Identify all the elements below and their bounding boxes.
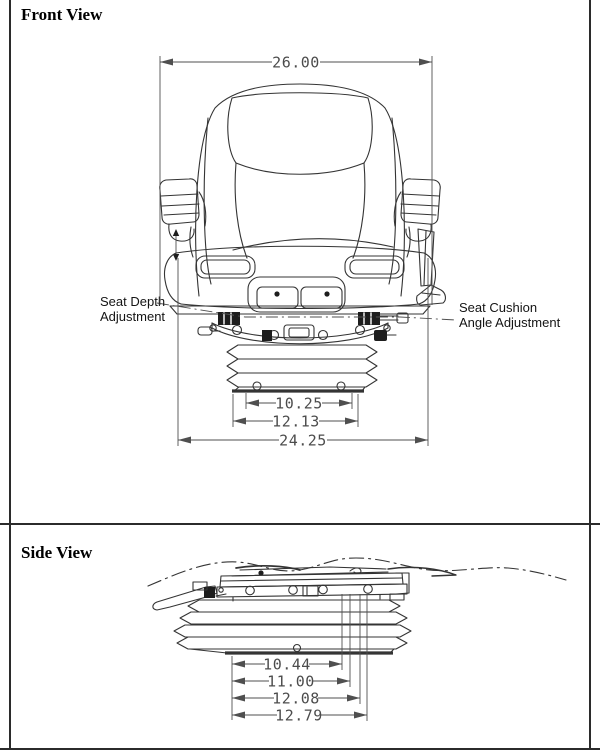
armrest-left	[160, 179, 206, 257]
dimension-side-4	[232, 707, 367, 725]
seat-cushion-label-line1: Seat Cushion	[459, 300, 538, 315]
dim-inner-base-label: 10.25	[275, 394, 323, 413]
dim-overall-width-label: 26.00	[272, 53, 320, 72]
seat-depth-label-line2: Adjustment	[100, 309, 166, 324]
side-dimensions	[232, 594, 367, 725]
dim-overall-base-label: 24.25	[279, 431, 327, 450]
side-view-drawing	[0, 524, 600, 756]
dim-side-3-label: 12.08	[272, 689, 320, 708]
dim-side-2-label: 11.00	[267, 672, 315, 691]
break-line	[148, 558, 566, 586]
dimension-outer-base	[233, 413, 358, 431]
page-border-bottom	[0, 748, 600, 750]
seat-pan	[170, 306, 430, 314]
dim-side-1-label: 10.44	[263, 655, 311, 674]
page-border-left	[9, 0, 11, 750]
armrest-adjust-arrow	[173, 229, 179, 261]
seat-depth-label-line1: Seat Depth	[100, 294, 166, 309]
seat-cushion-label-line2: Angle Adjustment	[459, 315, 561, 330]
dim-outer-base-label: 12.13	[272, 412, 320, 431]
dimension-overall-width	[160, 54, 432, 72]
annotation-seat-cushion-angle	[459, 300, 561, 330]
dimension-side-3	[232, 690, 360, 708]
section-divider	[0, 523, 600, 525]
bellows-side	[174, 600, 411, 653]
dimension-side-1	[232, 656, 342, 674]
seat-backrest	[196, 84, 405, 296]
dimension-side-2	[232, 673, 350, 691]
side-rail-mechanism	[217, 567, 409, 601]
dimension-overall-base	[178, 432, 428, 450]
dimension-inner-base	[246, 395, 352, 413]
side-view-title: Side View	[21, 543, 93, 562]
seat-cushion	[164, 246, 435, 312]
page-border-right	[589, 0, 591, 750]
front-view-title: Front View	[21, 5, 103, 24]
annotation-seat-depth	[100, 294, 165, 324]
bellows-front	[227, 345, 377, 391]
dim-side-4-label: 12.79	[275, 706, 323, 725]
